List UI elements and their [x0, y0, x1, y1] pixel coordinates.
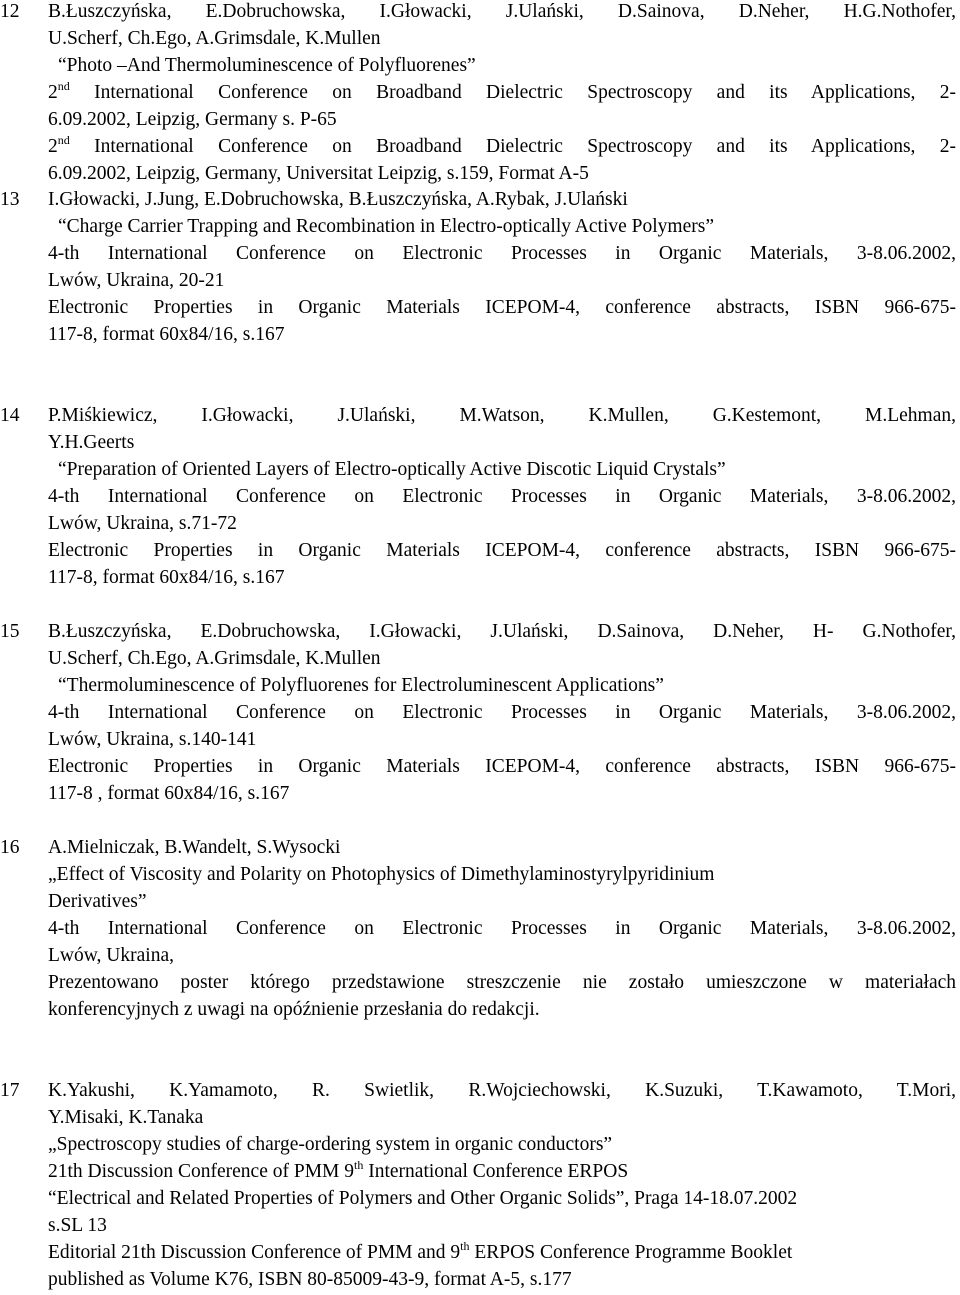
entry-number: 16 [0, 837, 20, 858]
entry-publication-cont: 117-8, format 60x84/16, s.167 [48, 567, 285, 588]
entry-authors-cont: U.Scherf, Ch.Ego, A.Grimsdale, K.Mullen [48, 28, 381, 49]
entry-conference-cont: Lwów, Ukraina, s.71-72 [48, 513, 237, 534]
entry-title: “Charge Carrier Trapping and Recombination in Electro-optically Active Polymers” [58, 216, 714, 237]
entry-conference: 4-th International Conference on Electronic Processes in Organic Materials, 3-8.06.2002, [48, 918, 956, 939]
entry-authors-cont: Y.H.Geerts [48, 432, 135, 453]
entry-conference-cont: Lwów, Ukraina, s.140-141 [48, 729, 257, 750]
entry-publication: Electronic Properties in Organic Materials ICEPOM-4, conference abstracts, ISBN 966-675- [48, 756, 956, 777]
entry-publication: 2nd International Conference on Broadband Dielectric Spectroscopy and its Applications, 2- [48, 133, 956, 157]
entry-title: “Thermoluminescence of Polyfluorenes for Electroluminescent Applications” [58, 675, 664, 696]
entry-title: „Spectroscopy studies of charge-ordering system in organic conductors” [48, 1134, 613, 1155]
entry-body [48, 402, 956, 591]
entry-title: „Effect of Viscosity and Polarity on Photophysics of Dimethylaminostyrylpyridinium [48, 864, 715, 885]
entry-body [48, 834, 956, 1023]
entry-conference: 4-th International Conference on Electronic Processes in Organic Materials, 3-8.06.2002, [48, 486, 956, 507]
entry-conference-cont: Lwów, Ukraina, 20-21 [48, 270, 225, 291]
entry-publication: Electronic Properties in Organic Materials ICEPOM-4, conference abstracts, ISBN 966-675- [48, 297, 956, 318]
entry-conference-pages: s.SL 13 [48, 1215, 107, 1236]
entry-note-cont: konferencyjnych z uwagi na opóźnienie przesłania do redakcji. [48, 999, 540, 1020]
entry-authors: P.Miśkiewicz, I.Głowacki, J.Ulański, M.Watson, K.Mullen, G.Kestemont, M.Lehman, [48, 405, 956, 426]
entry-conference: 21th Discussion Conference of PMM 9th International Conference ERPOS [48, 1158, 629, 1182]
entry-conference: 2nd International Conference on Broadband Dielectric Spectroscopy and its Applications, 2- [48, 79, 956, 103]
entry-publication-cont: 117-8 , format 60x84/16, s.167 [48, 783, 290, 804]
entry-authors: B.Łuszczyńska, E.Dobruchowska, I.Głowacki, J.Ulański, D.Sainova, D.Neher, H.G.Nothofer, [48, 1, 956, 22]
entry-note: Prezentowano poster którego przedstawione streszczenie nie zostało umieszczone w materiałach [48, 972, 956, 993]
entry-conference-cont: 6.09.2002, Leipzig, Germany s. P-65 [48, 109, 337, 130]
entry-publication: Editorial 21th Discussion Conference of PMM and 9th ERPOS Conference Programme Booklet [48, 1239, 793, 1263]
entry-conference-title: “Electrical and Related Properties of Polymers and Other Organic Solids”, Praga 14-18.07.2002 [48, 1188, 798, 1209]
entry-number: 13 [0, 189, 20, 210]
entry-number: 12 [0, 1, 20, 22]
entry-authors: A.Mielniczak, B.Wandelt, S.Wysocki [48, 837, 341, 858]
entry-authors-cont: U.Scherf, Ch.Ego, A.Grimsdale, K.Mullen [48, 648, 381, 669]
entry-authors: B.Łuszczyńska, E.Dobruchowska, I.Głowacki, J.Ulański, D.Sainova, D.Neher, H- G.Nothofer, [48, 621, 956, 642]
entry-body [48, 0, 956, 187]
entry-title: “Photo –And Thermoluminescence of Polyfluorenes” [58, 55, 476, 76]
entry-number: 15 [0, 621, 20, 642]
entry-publication-cont: 117-8, format 60x84/16, s.167 [48, 324, 285, 345]
entry-publication-cont: 6.09.2002, Leipzig, Germany, Universitat Leipzig, s.159, Format A-5 [48, 163, 589, 184]
entry-title-cont: Derivatives” [48, 891, 147, 912]
entry-conference: 4-th International Conference on Electronic Processes in Organic Materials, 3-8.06.2002, [48, 702, 956, 723]
entry-number: 14 [0, 405, 20, 426]
entry-body [48, 1077, 956, 1293]
entry-publication: Electronic Properties in Organic Materials ICEPOM-4, conference abstracts, ISBN 966-675- [48, 540, 956, 561]
entry-authors: I.Głowacki, J.Jung, E.Dobruchowska, B.Łuszczyńska, A.Rybak, J.Ulański [48, 189, 628, 210]
entry-publication-cont: published as Volume K76, ISBN 80-85009-43-9, format A-5, s.177 [48, 1269, 572, 1290]
entry-body [48, 618, 956, 807]
entry-title: “Preparation of Oriented Layers of Electro-optically Active Discotic Liquid Crystals” [58, 459, 726, 480]
entry-authors: K.Yakushi, K.Yamamoto, R. Swietlik, R.Wojciechowski, K.Suzuki, T.Kawamoto, T.Mori, [48, 1080, 956, 1101]
entry-conference-cont: Lwów, Ukraina, [48, 945, 174, 966]
entry-body [48, 186, 956, 348]
entry-authors-cont: Y.Misaki, K.Tanaka [48, 1107, 204, 1128]
entry-number: 17 [0, 1080, 20, 1101]
entry-conference: 4-th International Conference on Electronic Processes in Organic Materials, 3-8.06.2002, [48, 243, 956, 264]
